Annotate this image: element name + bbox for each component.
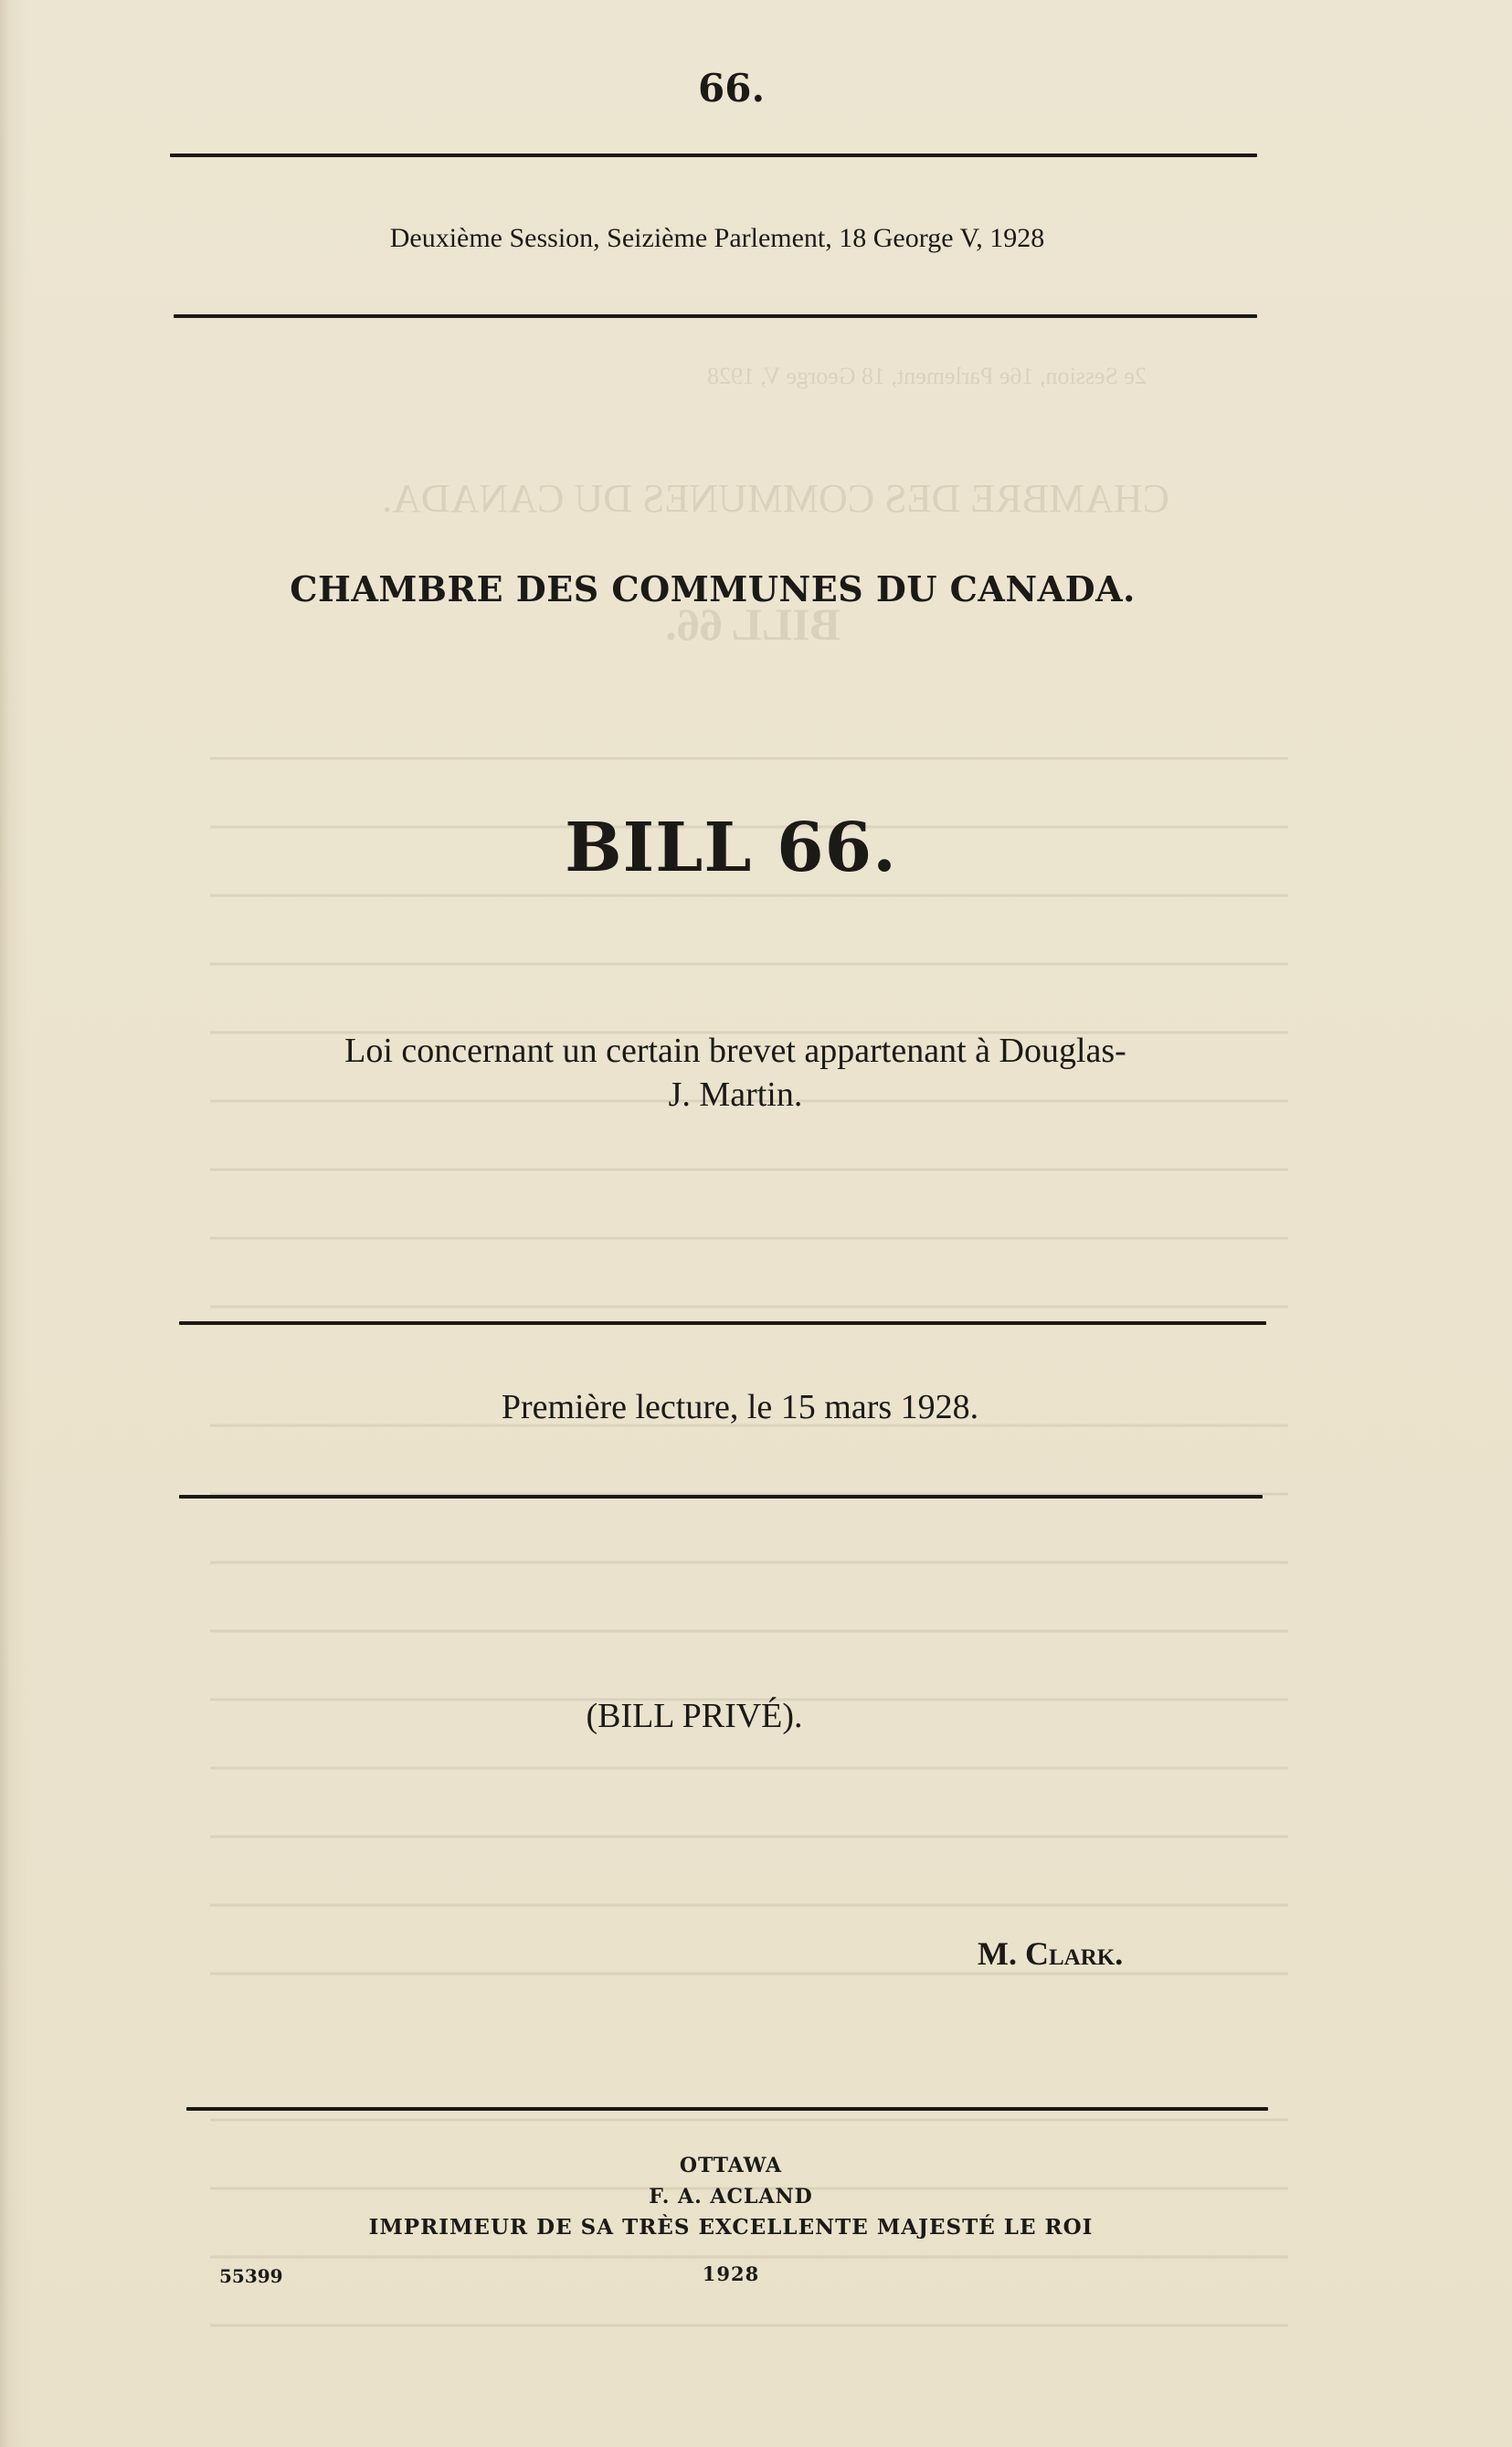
middle-rule-2 [179, 1495, 1263, 1499]
top-rule-2 [174, 314, 1257, 318]
print-code: 55399 [219, 2265, 283, 2287]
bill-subject-line-1: Loi concernant un certain brevet appartenant à Douglas- [344, 1032, 1126, 1070]
imprint-printer: F. A. ACLAND [649, 2185, 813, 2209]
svg-text:BILL 66.: BILL 66. [665, 599, 841, 650]
imprint-office: IMPRIMEUR DE SA TRÈS EXCELLENTE MAJESTÉ LE ROI [368, 2215, 1094, 2240]
imprint-city: OTTAWA [679, 2154, 783, 2177]
page-number: 66. [698, 66, 766, 111]
svg-text:CHAMBRE DES COMMUNES DU CANADA: CHAMBRE DES COMMUNES DU CANADA. [382, 476, 1169, 521]
middle-rule-1 [179, 1321, 1266, 1325]
bill-type: (BILL PRIVÉ). [586, 1697, 803, 1735]
top-rule-1 [170, 154, 1257, 157]
bill-subject-line-2: J. Martin. [668, 1075, 803, 1114]
sponsor: M. Clark. [978, 1935, 1124, 1972]
svg-text:2e Session, 16e Parlement, 18: 2e Session, 16e Parlement, 18 George V, 1928 [707, 363, 1147, 389]
bottom-rule [186, 2107, 1268, 2111]
session-line: Deuxième Session, Seizième Parlement, 18 George V, 1928 [389, 223, 1045, 253]
first-reading: Première lecture, le 15 mars 1928. [501, 1388, 979, 1426]
bill-subject [174, 1029, 1297, 1117]
imprint-year: 1928 [702, 2262, 760, 2285]
chamber-title: CHAMBRE DES COMMUNES DU CANADA. [290, 568, 1136, 609]
bill-title: BILL 66. [565, 809, 897, 887]
